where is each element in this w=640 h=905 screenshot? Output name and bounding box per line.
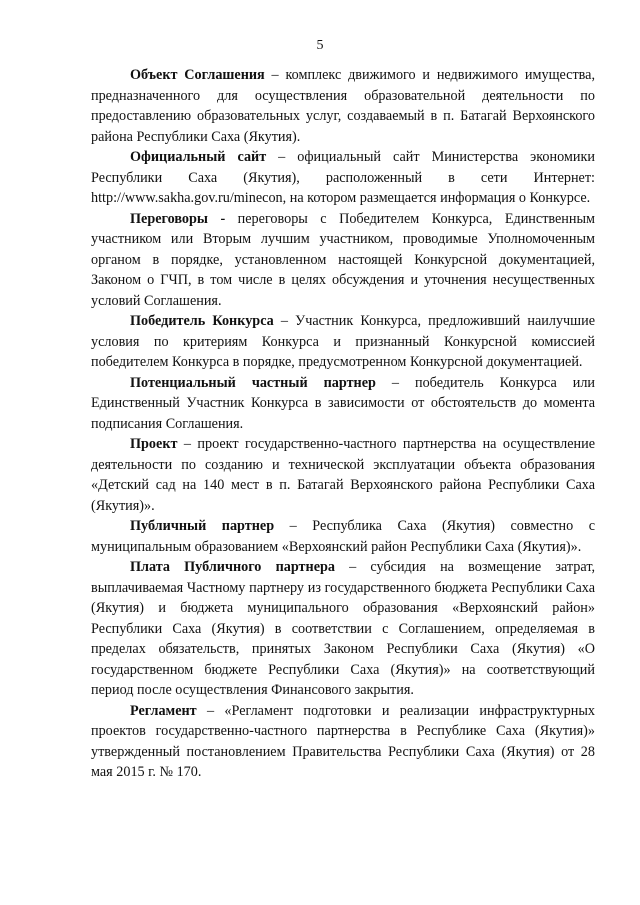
definition-official-site [91, 147, 595, 209]
definition-text: – субсидия на возмещение затрат, выплачиваемая Частному партнеру из государственного бюджета Республики Саха (Якутия) и бюджета муниципального образования «Верхоянский район» Республики Саха (Якутия) в соответствии с Соглашением, определяемая в пределах обязательств, принятых Законом Республики Саха (Якутия) «О государственном бюджете Республики Саха (Якутия)» на соответствующий период после осуществления Финансового закрытия. [91, 559, 595, 698]
definition-text: – победитель Конкурса или Единственный Участник Конкурса в зависимости от обстоятельств до момента подписания Соглашения. [91, 374, 595, 432]
definition-public-partner [91, 516, 595, 557]
definition-project [91, 434, 595, 516]
definition-term: Проект [130, 436, 178, 452]
definition-text: – официальный сайт Министерства экономики Республики Саха (Якутия), расположенный в сети Интернет: http://www.sakha.gov.ru/minecon, на котором размещается информация о Конкурсе. [91, 149, 595, 206]
definition-regulation [91, 701, 595, 783]
definition-text: – «Регламент подготовки и реализации инфраструктурных проектов государственно-частного партнерства в Республике Саха (Якутия)» утвержденный постановлением Правительства Республики Саха (Якутия) от 28 мая 2015 г. № 170. [91, 702, 595, 780]
definition-text: – Участник Конкурса, предложивший наилучшие условия по критериям Конкурса и признанный Конкурсной комиссией победителем Конкурса в порядке, предусмотренном Конкурсной документацией. [91, 313, 595, 370]
page-number: 5 [316, 38, 324, 53]
definition-term: Потенциальный частный партнер [130, 374, 376, 391]
definition-text: – Республика Саха (Якутия) совместно с муниципальным образованием «Верхоянский район Республики Саха (Якутия)». [91, 518, 595, 555]
definition-potential-private-partner [91, 373, 595, 435]
definition-text: переговоры с Победителем Конкурса, Единственным участником или Вторым лучшим участником, проводимые Уполномоченным органом в порядке, установленном настоящей Конкурсной документацией, Законом о ГЧП, в том числе в целях обсуждения и уточнения несущественных условий Соглашения. [91, 210, 595, 309]
definition-competition-winner [91, 311, 595, 373]
definition-term: Регламент [130, 702, 197, 719]
definition-text: – проект государственно-частного партнерства на осуществление деятельности по созданию и технической эксплуатации объекта образования «Детский сад на 140 мест в п. Батагай Верхоянского района Республики Саха (Якутия)». [91, 436, 595, 514]
document-body [91, 65, 595, 783]
definition-public-partner-payment [91, 557, 595, 701]
definition-object-of-agreement [91, 65, 595, 147]
definition-text: – комплекс движимого и недвижимого имущества, предназначенного для осуществления образовательной деятельности по предоставлению образовательных услуг, создаваемый в п. Батагай Верхоянского района Республики Саха (Якутия). [91, 67, 595, 145]
definition-negotiations [91, 209, 595, 312]
definition-term: Победитель Конкурса [130, 313, 274, 329]
definition-term: Официальный сайт [130, 149, 267, 165]
definition-term: Объект Соглашения [130, 67, 265, 83]
definition-term: Переговоры - [130, 210, 226, 227]
definition-term: Плата Публичного партнера [130, 559, 335, 575]
definition-term: Публичный партнер [130, 518, 275, 534]
